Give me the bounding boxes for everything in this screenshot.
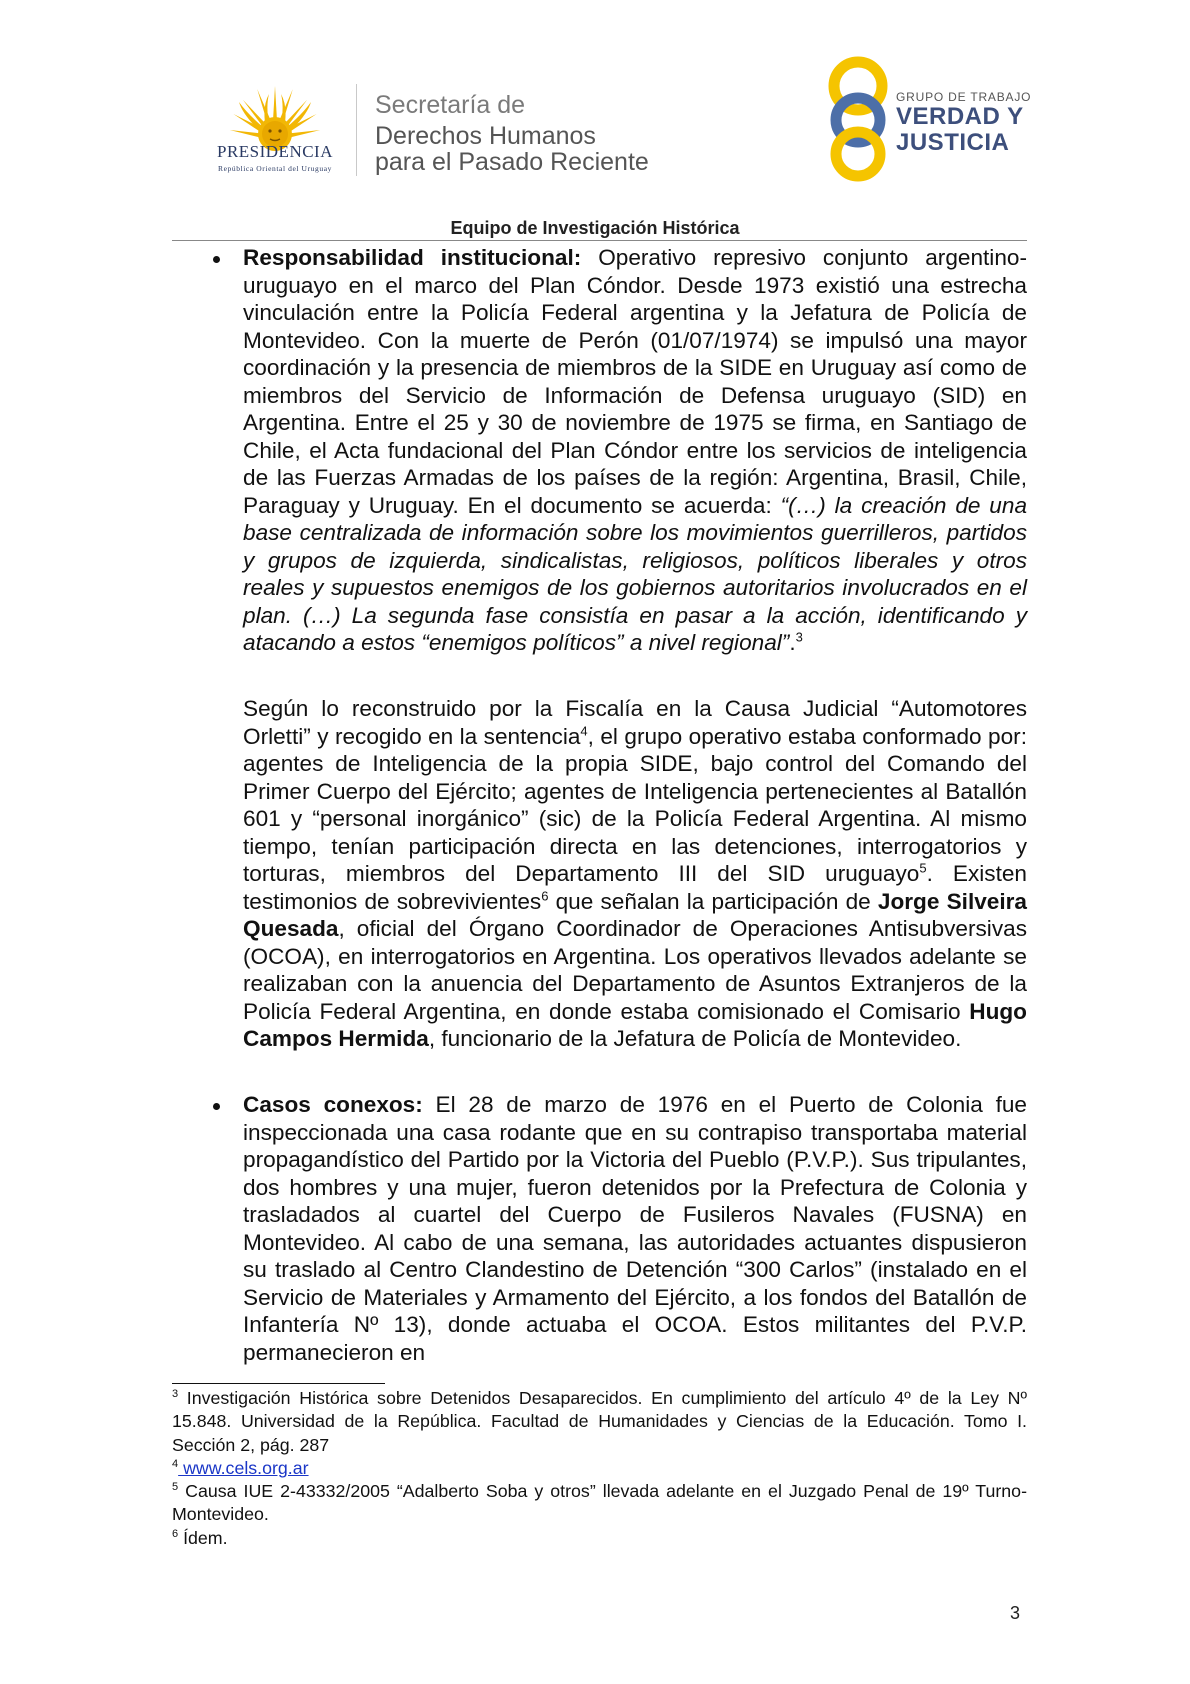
footnote-number: 4 — [172, 1457, 179, 1470]
secretaria-line-1: Secretaría de — [375, 91, 526, 119]
page-number: 3 — [1010, 1603, 1021, 1623]
secretaria-line-3: para el Pasado Reciente — [375, 148, 649, 176]
cels-link[interactable]: www.cels.org.ar — [178, 1457, 309, 1478]
footnote-ref-5[interactable]: 5 — [919, 860, 927, 876]
footnote-5 — [172, 1480, 1027, 1527]
team-title: Equipo de Investigación Histórica — [450, 218, 740, 238]
footnote-ref-6[interactable]: 6 — [541, 887, 549, 903]
footnote-ref-4[interactable]: 4 — [580, 722, 588, 738]
footnote-text: Causa IUE 2-43332/2005 “Adalberto Soba y otros” llevada adelante en el Juzgado Penal de 19º Turno-Montevideo. — [172, 1481, 1027, 1525]
presidencia-title: PRESIDENCIA — [216, 142, 333, 161]
para2-text-2: , el grupo operativo estaba conformado por: agentes de Inteligencia de la propia SIDE, bajo control del Comando del Primer Cuerpo del Ejército; agentes de Inteligencia pertenecientes al Batallón 601 y “personal inorgánico” (sic) de la Policía Federal Argentina. Al mismo tiempo, tenían participación directa en las detenciones, interrogatorios y torturas, miembros del Departamento III del SID uruguayo — [243, 723, 1027, 886]
verdad-justicia-wordmark — [896, 90, 1031, 156]
footnote-ref-3[interactable]: 3 — [795, 629, 803, 645]
footnote-number: 5 — [172, 1481, 179, 1494]
footnote-separator — [172, 1383, 385, 1384]
para2-text-5: , oficial del Órgano Coordinador de Operaciones Antisubversivas (OCOA), en interrogatorios en Argentina. Los operativos llevados adelante se realizaban con la anuencia del Departamento de Asuntos Extranjeros de la Policía Federal Argentina, en donde estaba comisionado el Comisario — [243, 916, 1027, 1024]
bullet-casos-conexos — [243, 1091, 1027, 1366]
paragraph-orletti — [243, 695, 1027, 1053]
bullet-responsabilidad-institucional — [243, 244, 1027, 657]
footnote-4 — [172, 1457, 1027, 1480]
name-silveira-quesada: Jorge Silveira Quesada — [243, 888, 1027, 941]
para2-text-6: , funcionario de la Jefatura de Policía de Montevideo. — [428, 1026, 962, 1051]
bullet-icon — [213, 256, 220, 263]
presidencia-subtitle: República Oriental del Uruguay — [217, 164, 332, 173]
secretaria-line-2: Derechos Humanos — [375, 122, 596, 150]
page-header — [0, 0, 1190, 210]
name-campos-hermida: Hugo Campos Hermida — [243, 998, 1027, 1051]
bullet1-quote: “(…) la creación de una base centralizada de información sobre los movimientos guerrilleros, partidos y grupos de izquierda, sindicalistas, religiosos, políticos liberales y otros reales y supuestos enemigos de los gobiernos autoritarios involucrados en el plan. (…) La segunda fase consistía en pasar a la acción, identificando y atacando a estos “enemigos políticos” a nivel regional” — [243, 492, 1028, 655]
para2-text-3: . Existen testimonios de sobrevivientes — [243, 861, 1027, 914]
bullet1-end: . — [789, 630, 796, 655]
grupo-line-3: JUSTICIA — [896, 129, 1010, 156]
footnote-number: 6 — [172, 1527, 179, 1540]
footnote-3 — [172, 1387, 1027, 1457]
footnotes — [172, 1387, 1027, 1550]
grupo-line-2: VERDAD Y — [896, 103, 1024, 130]
verdad-justicia-rings-logo-icon — [820, 56, 896, 182]
para2-text-4: que señalan la participación de — [548, 888, 878, 914]
footnote-number: 3 — [172, 1388, 179, 1401]
bullet2-text: El 28 de marzo de 1976 en el Puerto de Colonia fue inspeccionada una casa rodante que en su contrapiso transportaba material propagandístico del Partido por la Victoria del Pueblo (P.V.P.). Sus tripulantes, dos hombres y una mujer, fueron detenidos por la Prefectura de Colonia y trasladados al cuartel del Cuerpo de Fusileros Navales (FUSNA) en Montevideo. Al cabo de una semana, las autoridades actuantes dispusieron su traslado al Centro Clandestino de Detención “300 Carlos” (instalado en el Servicio de Materiales y Armamento del Ejército, a los fondos del Batallón de Infantería Nº 13), donde actuaba el OCOA. Estos militantes del P.V.P. permanecieron en — [243, 1092, 1027, 1365]
grupo-line-1: GRUPO DE TRABAJO — [896, 90, 1032, 104]
bullet1-text: Operativo represivo conjunto argentino-uruguayo en el marco del Plan Cóndor. Desde 1973 existió una estrecha vinculación entre la Policía Federal argentina y la Jefatura de Policía de Montevideo. Con la muerte de Perón (01/07/1974) se impulsó una mayor coordinación y la presencia de miembros de la SIDE en Uruguay así como de miembros del Servicio de Información de Defensa uruguayo (SID) en Argentina. Entre el 25 y 30 de noviembre de 1975 se firma, en Santiago de Chile, el Acta fundacional del Plan Cóndor entre los servicios de inteligencia de las Fuerzas Armadas de los países de la región: Argentina, Brasil, Chile, Paraguay y Uruguay. En el documento se acuerda: — [243, 245, 1027, 518]
header-divider — [356, 84, 357, 176]
footnote-6 — [172, 1527, 1027, 1550]
bullet1-heading: Responsabilidad institucional: — [243, 245, 582, 270]
footnote-text: Investigación Histórica sobre Detenidos Desaparecidos. En cumplimiento del artículo 4º de la Ley Nº 15.848. Universidad de la República. Facultad de Humanidades y Ciencias de la Educación. Tomo I. Sección 2, pág. 287 — [172, 1388, 1027, 1455]
bullet-icon — [213, 1103, 220, 1110]
header-rule — [172, 240, 1027, 241]
footnote-text: Ídem. — [178, 1527, 228, 1548]
presidencia-wordmark — [195, 142, 355, 173]
bullet2-heading: Casos conexos: — [243, 1092, 423, 1117]
para2-text-1: Según lo reconstruido por la Fiscalía en la Causa Judicial “Automotores Orletti” y recogido en la sentencia — [243, 696, 1027, 749]
